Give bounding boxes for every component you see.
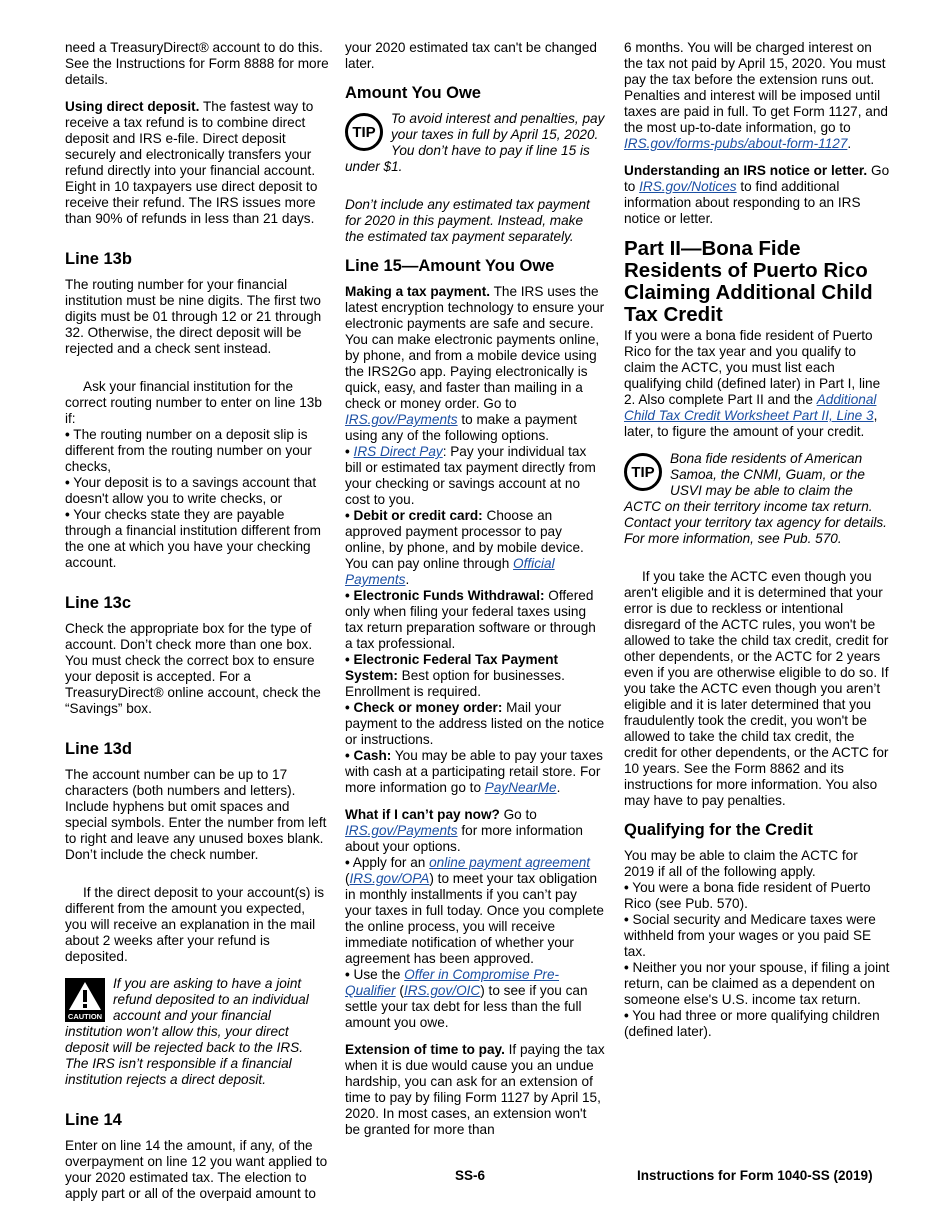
direct-pay-link[interactable]: IRS Direct Pay bbox=[353, 444, 443, 459]
official-payments-link[interactable]: Official Payments bbox=[345, 556, 555, 587]
heading-line-13d: Line 13d bbox=[65, 740, 132, 758]
form-1127-link[interactable]: IRS.gov/forms-pubs/about-form-1127 bbox=[624, 136, 848, 151]
list-item: • Electronic Funds Withdrawal: Offered only when filing your federal taxes using tax return preparation software or through a tax professional. bbox=[345, 588, 596, 651]
tip-note bbox=[345, 111, 605, 175]
paragraph: Extension of time to pay. If paying the tax when it is due would cause you an undue hardship, you can ask for an extension of time to pay by filing Form 1127 by April 15, 2020. In most cases, an extension won't be granted for more than bbox=[345, 1042, 605, 1137]
tip-icon: TIP bbox=[345, 113, 383, 151]
column-left bbox=[65, 40, 329, 1202]
list-item: • Social security and Medicare taxes were withheld from your wages or you paid SE tax. bbox=[624, 912, 876, 959]
paragraph: The account number can be up to 17 characters (both numbers and letters). Include hyphens but omit spaces and special symbols. Enter the number from left to right and leave any unused boxes blank. Don’t include the check number. bbox=[65, 767, 327, 862]
caution-note bbox=[65, 976, 329, 1088]
heading-amount-you-owe: Amount You Owe bbox=[345, 84, 481, 102]
list-item: • Use the Offer in Compromise Pre-Qualifier (IRS.gov/OIC) to see if you can settle your tax debt for less than the full amount you owe. bbox=[345, 967, 588, 1030]
worksheet-link[interactable]: Additional Child Tax Credit Worksheet Part II, Line 3 bbox=[624, 392, 877, 423]
oic-url-link[interactable]: IRS.gov/OIC bbox=[403, 983, 481, 998]
list-item: • Your deposit is to a savings account that doesn't allow you to write checks, or bbox=[65, 475, 317, 506]
run-in-heading: Using direct deposit. bbox=[65, 99, 200, 114]
document-title: Instructions for Form 1040-SS (2019) bbox=[637, 1168, 873, 1183]
paragraph: your 2020 estimated tax can't be changed later. bbox=[345, 40, 597, 71]
list-item: • IRS Direct Pay: Pay your individual tax bill or estimated tax payment directly from your checking or savings account at no cost to you. bbox=[345, 444, 596, 507]
paragraph: Understanding an IRS notice or letter. Go to IRS.gov/Notices to find additional information about responding to an IRS notice or letter. bbox=[624, 163, 890, 226]
heading-line-13c: Line 13c bbox=[65, 594, 132, 612]
paragraph: If the direct deposit to your account(s) is different from the amount you expected, you will receive an explanation in the mail about 2 weeks after your refund is deposited. bbox=[65, 885, 325, 964]
paragraph: If you were a bona fide resident of Puerto Rico for the tax year and you qualify to claim the ACTC, you must list each qualifying child (defined later) in Part I, line 2. Also complete Part II and the Additional Child Tax Credit Worksheet Part II, Line 3, later, to figure the amount of your credit. bbox=[624, 328, 881, 439]
heading-part-2: Part II—Bona Fide Residents of Puerto Rico Claiming Additional Child Tax Credit bbox=[624, 237, 873, 326]
opa-url-link[interactable]: IRS.gov/OPA bbox=[349, 871, 430, 886]
page-number: SS-6 bbox=[455, 1168, 486, 1183]
paragraph-text: The fastest way to receive a tax refund is to combine direct deposit and IRS e-file. Direct deposit securely and electronically transfers your refund directly into your financial account. Eight in 10 taxpayers use direct deposit to receive their refund. The IRS issues more than 90% of refunds in less than 21 days. bbox=[65, 99, 318, 226]
svg-text:CAUTION: CAUTION bbox=[67, 1012, 103, 1021]
list-item: • Apply for an online payment agreement (IRS.gov/OPA) to meet your tax obligation in monthly installments if you can’t pay your taxes in full today. Once you complete the online process, you will receive immediate notification of whether your agreement has been approved. bbox=[345, 855, 604, 966]
caution-icon bbox=[65, 978, 105, 1022]
paragraph: If you take the ACTC even though you aren't eligible and it is determined that your error is due to reckless or intentional disregard of the ACTC rules, you won't be allowed to take the child tax credit, credit for other dependents, or the ACTC for 2 years even if you are otherwise eligible to do so. If you take the ACTC even though you aren’t eligible and it is later determined that you fraudulently took the credit, you won't be allowed to take the child tax credit, the credit for other dependents, or the ACTC for 10 years. See the Form 8862 and its instructions for more information. You also may have to pay penalties. bbox=[624, 569, 889, 808]
tip-note bbox=[624, 451, 890, 547]
heading-line-15: Line 15—Amount You Owe bbox=[345, 257, 555, 275]
paragraph: 6 months. You will be charged interest on the tax not paid by April 15, 2020. You must pay the tax before the extension runs out. Penalties and interest will be imposed until taxes are paid in full. To get Form 1127, and the most up-to-date information, go to IRS.gov/forms-pubs/about-form-1127. bbox=[624, 40, 888, 151]
payments-link[interactable]: IRS.gov/Payments bbox=[345, 412, 458, 427]
tip-text: Bona fide residents of American Samoa, the CNMI, Guam, or the USVI may be able to claim the ACTC on their territory income tax return. Contact your territory tax agency for details. For more information, see Pub. 570. bbox=[624, 451, 887, 546]
column-middle bbox=[345, 40, 605, 1138]
tip-text: To avoid interest and penalties, pay your taxes in full by April 15, 2020. You don’t have to pay if line 15 is under $1. bbox=[345, 111, 605, 174]
paragraph bbox=[65, 99, 329, 227]
list-item: • You had three or more qualifying children (defined later). bbox=[624, 1008, 880, 1039]
paragraph: Don’t include any estimated tax payment for 2020 in this payment. Instead, make the estimated tax payment separately. bbox=[345, 197, 590, 244]
column-right bbox=[624, 40, 890, 1040]
list-item: • Debit or credit card: Choose an approved payment processor to pay online, by phone, and by mobile device. You can pay online through Official Payments. bbox=[345, 508, 584, 587]
paragraph: What if I can’t pay now? Go to IRS.gov/Payments for more information about your options. bbox=[345, 807, 583, 854]
tip-icon: TIP bbox=[624, 453, 662, 491]
paragraph: The routing number for your financial institution must be nine digits. The first two digits must be 01 through 12 or 21 through 32. Otherwise, the direct deposit will be rejected and a check sent instead. bbox=[65, 277, 322, 356]
list-item: • Your checks state they are payable through a financial institution different from the one at which you have your checking account. bbox=[65, 507, 321, 570]
list-item: • You were a bona fide resident of Puerto Rico (see Pub. 570). bbox=[624, 880, 871, 911]
paragraph: You may be able to claim the ACTC for 2019 if all of the following apply. bbox=[624, 848, 858, 879]
payments-link[interactable]: IRS.gov/Payments bbox=[345, 823, 458, 838]
notices-link[interactable]: IRS.gov/Notices bbox=[639, 179, 737, 194]
list-item: • Cash: You may be able to pay your taxes with cash at a participating retail store. For more information go to PayNearMe. bbox=[345, 748, 603, 795]
heading-line-13b: Line 13b bbox=[65, 250, 132, 268]
paragraph: Making a tax payment. The IRS uses the latest encryption technology to ensure your electronic payments are safe and secure. You can make electronic payments online, by phone, and from a mobile device using the IRS2Go app. Paying electronically is quick, easy, and faster than mailing in a check or money order. Go to IRS.gov/Payments to make a payment using any of the following options. bbox=[345, 284, 605, 443]
caution-text: If you are asking to have a joint refund deposited to an individual account and your financial institution won’t allow this, your direct deposit will be rejected back to the IRS. The IRS isn’t responsible if a financial institution rejects a direct deposit. bbox=[65, 976, 309, 1087]
paragraph: Enter on line 14 the amount, if any, of the overpayment on line 12 you want applied to your 2020 estimated tax. The election to apply part or all of the overpaid amount to bbox=[65, 1138, 328, 1201]
opa-link[interactable]: online payment agreement bbox=[429, 855, 591, 870]
list-item: • Neither you nor your spouse, if filing a joint return, can be claimed as a dependent on someone else's U.S. income tax return. bbox=[624, 960, 890, 1007]
paragraph: Check the appropriate box for the type of account. Don’t check more than one box. You must check the correct box to ensure your deposit is accepted. For a TreasuryDirect® online account, check the “Savings” box. bbox=[65, 621, 321, 716]
heading-line-14: Line 14 bbox=[65, 1111, 122, 1129]
list-item: • Check or money order: Mail your payment to the address listed on the notice or instructions. bbox=[345, 700, 605, 747]
heading-qualifying: Qualifying for the Credit bbox=[624, 821, 813, 839]
paragraph: need a TreasuryDirect® account to do this. See the Instructions for Form 8888 for more details. bbox=[65, 40, 329, 87]
paragraph: Ask your financial institution for the correct routing number to enter on line 13b if: bbox=[65, 379, 322, 426]
list-item: • Electronic Federal Tax Payment System: Best option for businesses. Enrollment is required. bbox=[345, 652, 565, 699]
paynearme-link[interactable]: PayNearMe bbox=[484, 780, 557, 795]
list-item: • The routing number on a deposit slip is different from the routing number on your checks, bbox=[65, 427, 312, 474]
oic-link[interactable]: Offer in Compromise Pre-Qualifier bbox=[345, 967, 560, 998]
